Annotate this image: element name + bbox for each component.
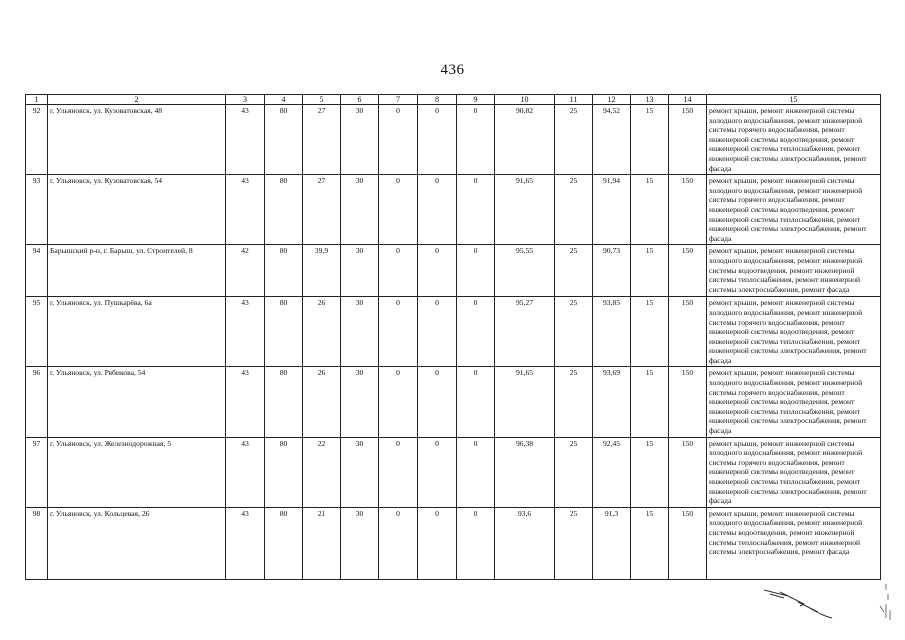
- value-cell: 80: [265, 507, 303, 579]
- value-cell: 43: [226, 367, 265, 437]
- header-cell: 15: [707, 95, 881, 105]
- header-cell: 1: [26, 95, 48, 105]
- value-cell: 30: [341, 105, 379, 175]
- value-cell: 25: [555, 507, 593, 579]
- value-cell: 26: [303, 367, 341, 437]
- table-row: [26, 367, 881, 437]
- value-cell: 0: [418, 105, 457, 175]
- address-cell: г. Ульяновск, ул. Рябикова, 54: [48, 367, 226, 437]
- value-cell: 25: [555, 245, 593, 297]
- value-cell: 15: [631, 245, 669, 297]
- value-cell: 95,27: [495, 297, 555, 367]
- value-cell: 91,3: [593, 507, 631, 579]
- row-number: 94: [26, 245, 48, 297]
- header-cell: 4: [265, 95, 303, 105]
- value-cell: 30: [341, 367, 379, 437]
- value-cell: 90,82: [495, 105, 555, 175]
- value-cell: 80: [265, 297, 303, 367]
- value-cell: 0: [418, 367, 457, 437]
- header-cell: 13: [631, 95, 669, 105]
- row-number: 93: [26, 175, 48, 245]
- value-cell: 43: [226, 175, 265, 245]
- value-cell: 25: [555, 297, 593, 367]
- header-cell: 10: [495, 95, 555, 105]
- value-cell: 25: [555, 105, 593, 175]
- value-cell: 15: [631, 367, 669, 437]
- value-cell: 15: [631, 297, 669, 367]
- table-row: [26, 245, 881, 297]
- value-cell: 0: [418, 297, 457, 367]
- value-cell: 0: [457, 175, 495, 245]
- value-cell: 94,52: [593, 105, 631, 175]
- row-number: 96: [26, 367, 48, 437]
- value-cell: 0: [457, 105, 495, 175]
- value-cell: 43: [226, 507, 265, 579]
- value-cell: 150: [669, 105, 707, 175]
- value-cell: 93,85: [593, 297, 631, 367]
- row-number: 92: [26, 105, 48, 175]
- address-cell: г. Ульяновск, ул. Железнодорожная, 5: [48, 437, 226, 507]
- header-cell: 2: [48, 95, 226, 105]
- address-cell: Барышский р-н, г. Барыш, ул. Строителей, 8: [48, 245, 226, 297]
- header-cell: 12: [593, 95, 631, 105]
- value-cell: 43: [226, 437, 265, 507]
- header-cell: 8: [418, 95, 457, 105]
- value-cell: 0: [379, 105, 418, 175]
- value-cell: 25: [555, 437, 593, 507]
- value-cell: 93,69: [593, 367, 631, 437]
- value-cell: 150: [669, 507, 707, 579]
- value-cell: 25: [555, 175, 593, 245]
- header-cell: 6: [341, 95, 379, 105]
- value-cell: 15: [631, 175, 669, 245]
- repair-table: [25, 94, 881, 580]
- value-cell: 30: [341, 245, 379, 297]
- signature-scribble: [760, 582, 870, 622]
- value-cell: 30: [341, 437, 379, 507]
- header-cell: 9: [457, 95, 495, 105]
- value-cell: 43: [226, 105, 265, 175]
- value-cell: 0: [379, 175, 418, 245]
- row-number: 97: [26, 437, 48, 507]
- value-cell: 0: [457, 437, 495, 507]
- value-cell: 0: [379, 245, 418, 297]
- value-cell: 80: [265, 437, 303, 507]
- value-cell: 93,6: [495, 507, 555, 579]
- value-cell: 92,45: [593, 437, 631, 507]
- header-cell: 11: [555, 95, 593, 105]
- value-cell: 80: [265, 175, 303, 245]
- table-row: [26, 175, 881, 245]
- value-cell: 0: [379, 437, 418, 507]
- row-number: 95: [26, 297, 48, 367]
- value-cell: 0: [457, 297, 495, 367]
- address-cell: г. Ульяновск, ул. Кольцевая, 26: [48, 507, 226, 579]
- value-cell: 26: [303, 297, 341, 367]
- address-cell: г. Ульяновск, ул. Кузоватовская, 54: [48, 175, 226, 245]
- value-cell: 90,73: [593, 245, 631, 297]
- corner-mark: [872, 582, 894, 622]
- value-cell: 0: [418, 175, 457, 245]
- value-cell: 91,65: [495, 175, 555, 245]
- value-cell: 0: [379, 297, 418, 367]
- page-number: 436: [440, 62, 465, 78]
- value-cell: 80: [265, 105, 303, 175]
- value-cell: 22: [303, 437, 341, 507]
- value-cell: 27: [303, 105, 341, 175]
- value-cell: 30: [341, 507, 379, 579]
- value-cell: 0: [379, 507, 418, 579]
- value-cell: 150: [669, 297, 707, 367]
- value-cell: 150: [669, 437, 707, 507]
- table-row: [26, 507, 881, 579]
- value-cell: 80: [265, 245, 303, 297]
- works-cell: ремонт крыши, ремонт инженерной системы холодного водоснабжения, ремонт инженерной системы горячего водоснабжения, ремонт инженерной системы водоотведения, ремонт инженерной системы теплоснабжения, ремонт инженерной системы электроснабжения, ремонт фасада: [707, 297, 881, 367]
- value-cell: 95,55: [495, 245, 555, 297]
- header-cell: 3: [226, 95, 265, 105]
- value-cell: 150: [669, 245, 707, 297]
- value-cell: 96,38: [495, 437, 555, 507]
- value-cell: 27: [303, 175, 341, 245]
- value-cell: 30: [341, 297, 379, 367]
- value-cell: 0: [418, 245, 457, 297]
- header-cell: 14: [669, 95, 707, 105]
- works-cell: ремонт крыши, ремонт инженерной системы холодного водоснабжения, ремонт инженерной системы горячего водоснабжения, ремонт инженерной системы водоотведения, ремонт инженерной системы теплоснабжения, ремонт инженерной системы электроснабжения, ремонт фасада: [707, 105, 881, 175]
- value-cell: 0: [457, 507, 495, 579]
- value-cell: 43: [226, 297, 265, 367]
- value-cell: 0: [379, 367, 418, 437]
- works-cell: ремонт крыши, ремонт инженерной системы холодного водоснабжения, ремонт инженерной системы водоотведения, ремонт инженерной системы теплоснабжения, ремонт инженерной системы электроснабжения, ремонт фасада: [707, 245, 881, 297]
- value-cell: 15: [631, 437, 669, 507]
- value-cell: 0: [457, 367, 495, 437]
- value-cell: 150: [669, 175, 707, 245]
- value-cell: 21: [303, 507, 341, 579]
- value-cell: 91,65: [495, 367, 555, 437]
- header-row: [26, 95, 881, 105]
- value-cell: 30: [341, 175, 379, 245]
- value-cell: 15: [631, 105, 669, 175]
- address-cell: г. Ульяновск, ул. Кузоватовская, 48: [48, 105, 226, 175]
- header-cell: 5: [303, 95, 341, 105]
- works-cell: ремонт крыши, ремонт инженерной системы холодного водоснабжения, ремонт инженерной системы горячего водоснабжения, ремонт инженерной системы водоотведения, ремонт инженерной системы теплоснабжения, ремонт инженерной системы электроснабжения, ремонт фасада: [707, 367, 881, 437]
- row-number: 98: [26, 507, 48, 579]
- table-row: [26, 437, 881, 507]
- works-cell: ремонт крыши, ремонт инженерной системы холодного водоснабжения, ремонт инженерной системы водоотведения, ремонт инженерной системы теплоснабжения, ремонт инженерной системы электроснабжения, ремонт фасада: [707, 507, 881, 579]
- value-cell: 25: [555, 367, 593, 437]
- table-row: [26, 297, 881, 367]
- value-cell: 91,94: [593, 175, 631, 245]
- works-cell: ремонт крыши, ремонт инженерной системы холодного водоснабжения, ремонт инженерной системы горячего водоснабжения, ремонт инженерной системы водоотведения, ремонт инженерной системы теплоснабжения, ремонт инженерной системы электроснабжения, ремонт фасада: [707, 437, 881, 507]
- works-cell: ремонт крыши, ремонт инженерной системы холодного водоснабжения, ремонт инженерной системы горячего водоснабжения, ремонт инженерной системы водоотведения, ремонт инженерной системы теплоснабжения, ремонт инженерной системы электроснабжения, ремонт фасада: [707, 175, 881, 245]
- value-cell: 0: [418, 437, 457, 507]
- value-cell: 39,9: [303, 245, 341, 297]
- value-cell: 150: [669, 367, 707, 437]
- address-cell: г. Ульяновск, ул. Пушкарёва, 6а: [48, 297, 226, 367]
- value-cell: 80: [265, 367, 303, 437]
- value-cell: 42: [226, 245, 265, 297]
- value-cell: 0: [418, 507, 457, 579]
- value-cell: 0: [457, 245, 495, 297]
- value-cell: 15: [631, 507, 669, 579]
- table-row: [26, 105, 881, 175]
- header-cell: 7: [379, 95, 418, 105]
